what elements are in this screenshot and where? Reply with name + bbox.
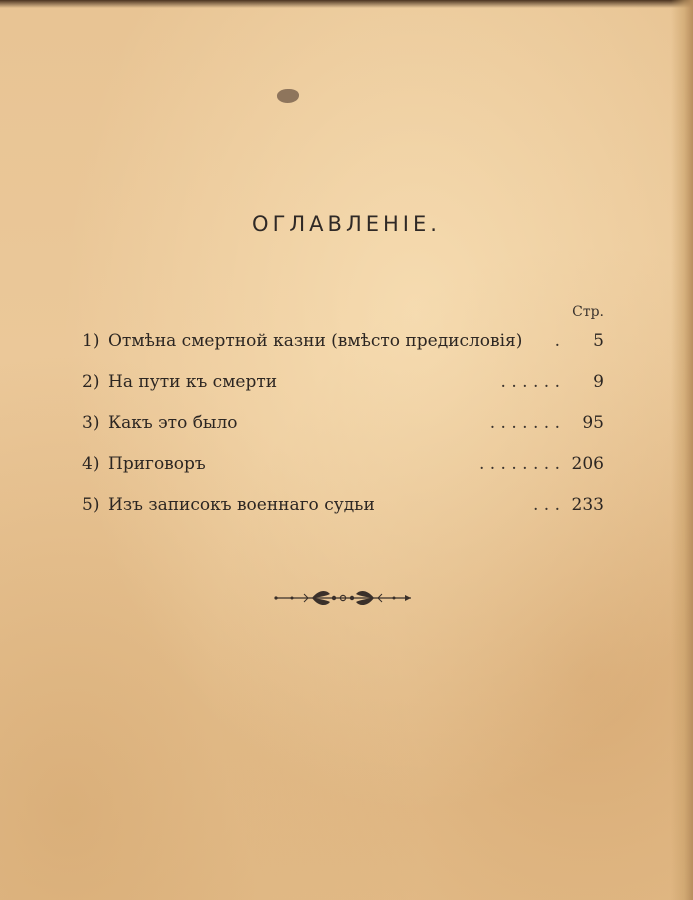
toc-entry-leader: . . . — [532, 495, 560, 515]
toc-entry-title: Изъ записокъ военнаго судьи — [108, 495, 375, 515]
toc-entry-page: 95 — [582, 413, 604, 433]
toc-entry-title: Какъ это было — [108, 413, 238, 433]
toc-entry-number: 2) — [82, 372, 100, 392]
toc-entry — [82, 451, 604, 492]
toc-entry-title: Отмѣна смертной казни (вмѣсто предисловія) — [108, 331, 523, 351]
toc-entry-title: На пути къ смерти — [108, 372, 278, 392]
toc-entry-number: 3) — [82, 413, 100, 433]
toc-entry-page: 9 — [593, 372, 604, 392]
page-column-label: Стр. — [572, 304, 604, 320]
toc-entry — [82, 369, 604, 410]
toc-entry-leader: . — [554, 331, 560, 351]
toc-entry-number: 4) — [82, 454, 100, 474]
fleuron-divider-icon — [272, 584, 414, 612]
toc-entry — [82, 492, 604, 533]
toc-entry-leader: . . . . . . . . — [478, 454, 560, 474]
toc-entry-page: 233 — [571, 495, 604, 515]
toc-entry — [82, 328, 604, 369]
page-top-edge — [0, 0, 693, 8]
toc-entry — [82, 410, 604, 451]
toc-entry-number: 5) — [82, 495, 100, 515]
ink-stain — [277, 89, 299, 103]
toc-entry-number: 1) — [82, 331, 100, 351]
page-right-edge — [671, 0, 693, 900]
toc-entry-leader: . . . . . . . — [489, 413, 560, 433]
table-of-contents — [82, 328, 604, 533]
toc-entry-title: Приговоръ — [108, 454, 206, 474]
contents-title: ОГЛАВЛЕНІЕ. — [252, 212, 441, 236]
toc-entry-page: 206 — [571, 454, 604, 474]
toc-entry-page: 5 — [593, 331, 604, 351]
toc-entry-leader: . . . . . . — [500, 372, 560, 392]
